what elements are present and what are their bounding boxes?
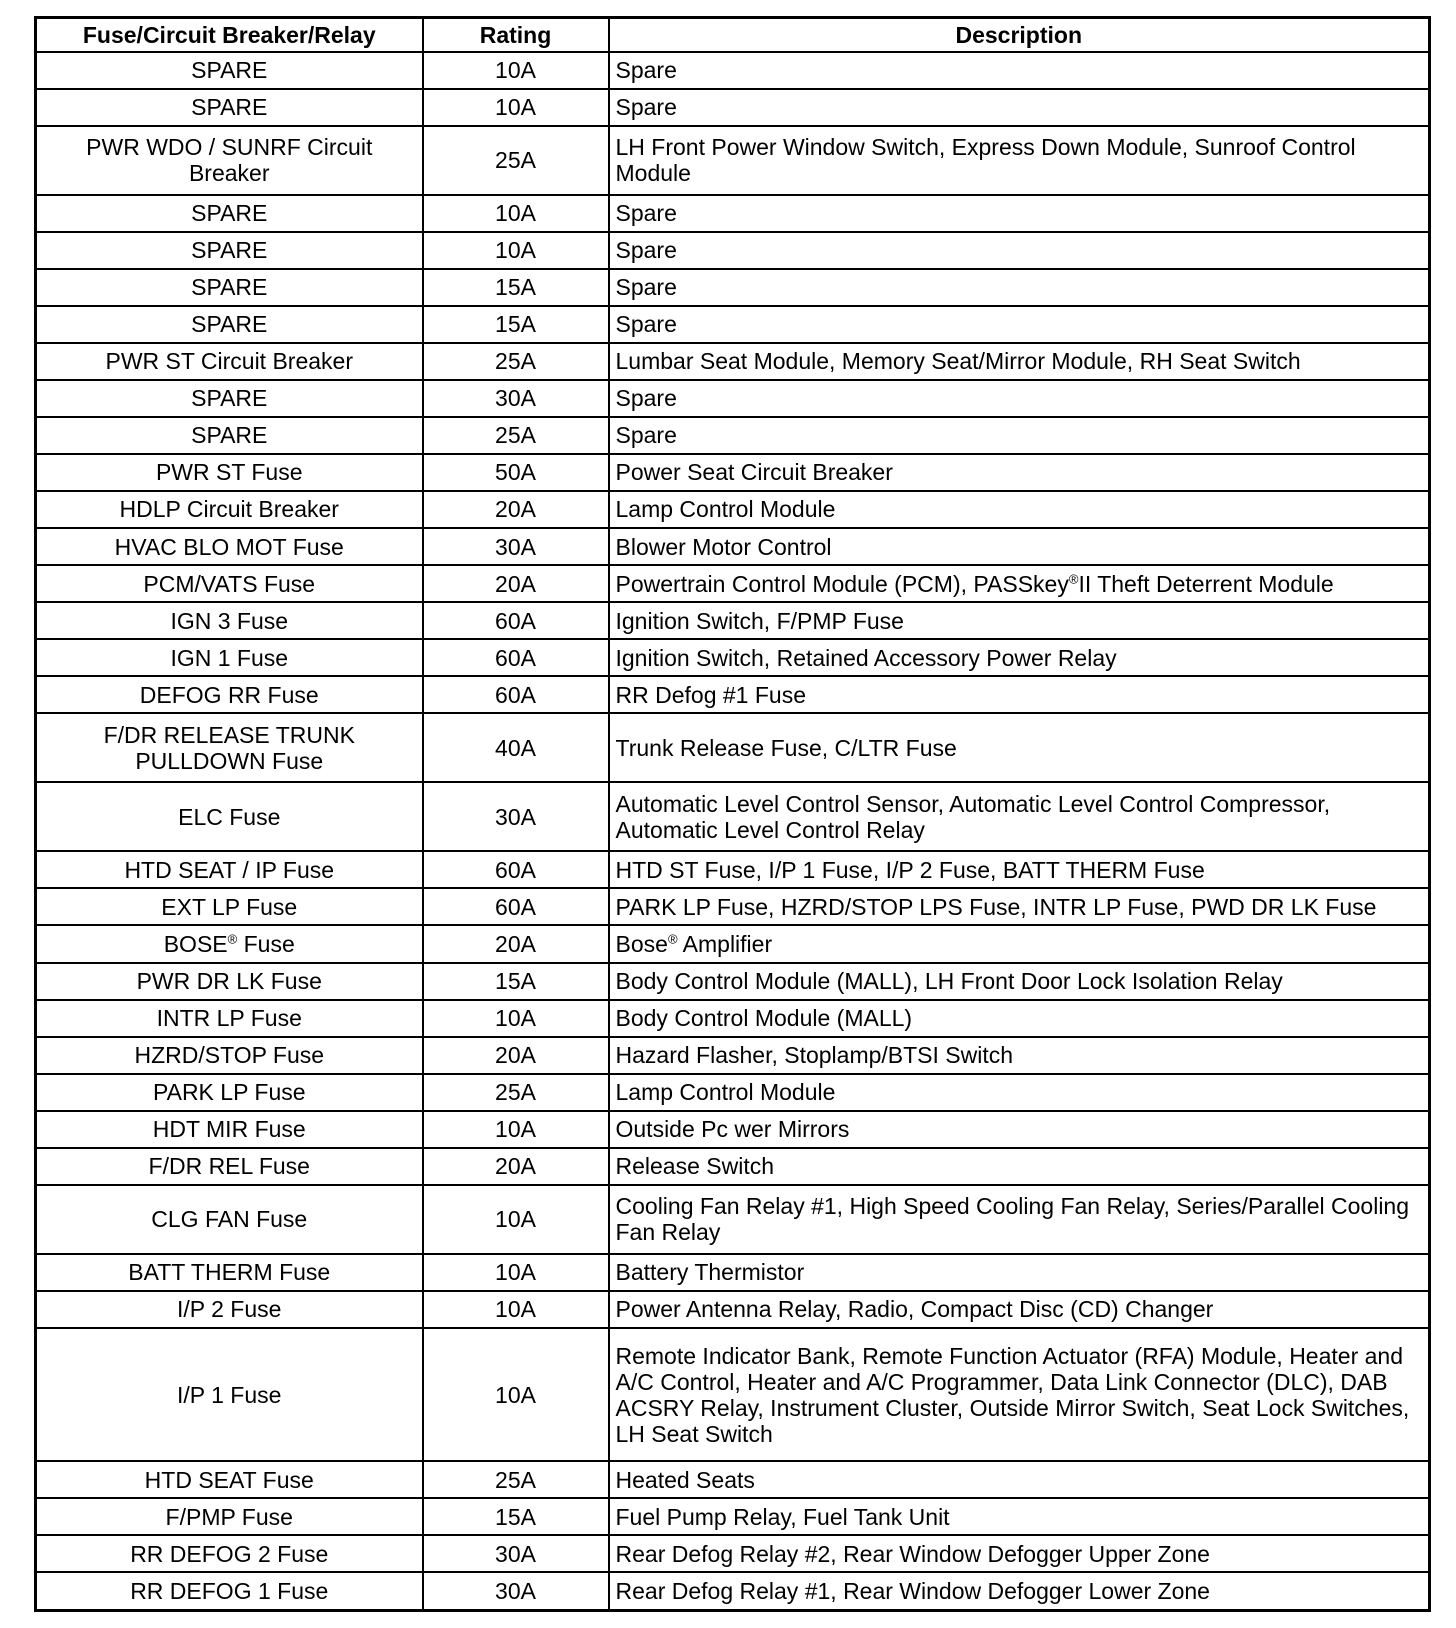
rating-cell: 60A <box>423 602 609 639</box>
rating-cell: 60A <box>423 888 609 925</box>
description-cell: Lumbar Seat Module, Memory Seat/Mirror Module, RH Seat Switch <box>609 343 1430 380</box>
description-cell: Rear Defog Relay #2, Rear Window Defogger Upper Zone <box>609 1535 1430 1572</box>
fuse-name-cell: SPARE <box>36 269 423 306</box>
description-cell: Spare <box>609 232 1430 269</box>
fuse-name-cell: HTD SEAT / IP Fuse <box>36 851 423 888</box>
rating-cell: 20A <box>423 491 609 528</box>
description-cell: Release Switch <box>609 1148 1430 1185</box>
rating-cell: 50A <box>423 454 609 491</box>
description-cell: Blower Motor Control <box>609 528 1430 565</box>
rating-cell: 20A <box>423 1037 609 1074</box>
fuse-name-cell: HDLP Circuit Breaker <box>36 491 423 528</box>
description-cell: Powertrain Control Module (PCM), PASSkey®II Theft Deterrent Module <box>609 565 1430 602</box>
header-row <box>36 18 1430 52</box>
table-row <box>36 1148 1430 1185</box>
table-row <box>36 454 1430 491</box>
table-row <box>36 1254 1430 1291</box>
description-cell: Spare <box>609 269 1430 306</box>
rating-cell: 25A <box>423 1074 609 1111</box>
table-body <box>36 52 1430 1611</box>
table-row <box>36 676 1430 713</box>
column-header-rating: Rating <box>423 18 609 52</box>
fuse-name-cell: SPARE <box>36 52 423 89</box>
rating-cell: 60A <box>423 676 609 713</box>
table-row <box>36 1185 1430 1254</box>
fuse-name-cell: PCM/VATS Fuse <box>36 565 423 602</box>
fuse-name-cell: RR DEFOG 2 Fuse <box>36 1535 423 1572</box>
table-row <box>36 851 1430 888</box>
rating-cell: 60A <box>423 851 609 888</box>
table-row <box>36 380 1430 417</box>
table-row <box>36 52 1430 89</box>
rating-cell: 25A <box>423 126 609 195</box>
table-row <box>36 1461 1430 1498</box>
rating-cell: 25A <box>423 417 609 454</box>
table-row <box>36 1572 1430 1610</box>
rating-cell: 10A <box>423 195 609 232</box>
description-cell: Battery Thermistor <box>609 1254 1430 1291</box>
fuse-table <box>34 16 1431 1612</box>
rating-cell: 10A <box>423 1185 609 1254</box>
description-cell: Lamp Control Module <box>609 1074 1430 1111</box>
table-row <box>36 1111 1430 1148</box>
description-cell: Rear Defog Relay #1, Rear Window Defogger Lower Zone <box>609 1572 1430 1610</box>
fuse-name-cell: HZRD/STOP Fuse <box>36 1037 423 1074</box>
rating-cell: 20A <box>423 925 609 962</box>
rating-cell: 25A <box>423 343 609 380</box>
rating-cell: 20A <box>423 565 609 602</box>
fuse-name-cell: RR DEFOG 1 Fuse <box>36 1572 423 1610</box>
fuse-name-cell: IGN 3 Fuse <box>36 602 423 639</box>
fuse-name-cell: I/P 2 Fuse <box>36 1291 423 1328</box>
description-cell: Fuel Pump Relay, Fuel Tank Unit <box>609 1498 1430 1535</box>
description-cell: HTD ST Fuse, I/P 1 Fuse, I/P 2 Fuse, BATT THERM Fuse <box>609 851 1430 888</box>
fuse-name-cell: HDT MIR Fuse <box>36 1111 423 1148</box>
table-row <box>36 491 1430 528</box>
column-header-fuse: Fuse/Circuit Breaker/Relay <box>36 18 423 52</box>
description-cell: Spare <box>609 417 1430 454</box>
description-cell: Trunk Release Fuse, C/LTR Fuse <box>609 713 1430 782</box>
fuse-name-cell: IGN 1 Fuse <box>36 639 423 676</box>
description-cell: Outside Pc wer Mirrors <box>609 1111 1430 1148</box>
table-row <box>36 528 1430 565</box>
fuse-name-cell: SPARE <box>36 89 423 126</box>
rating-cell: 10A <box>423 89 609 126</box>
table-row <box>36 963 1430 1000</box>
table-row <box>36 1328 1430 1461</box>
rating-cell: 10A <box>423 1000 609 1037</box>
description-cell: Hazard Flasher, Stoplamp/BTSI Switch <box>609 1037 1430 1074</box>
table-row <box>36 565 1430 602</box>
rating-cell: 15A <box>423 1498 609 1535</box>
description-cell: Automatic Level Control Sensor, Automatic Level Control Compressor, Automatic Level Control Relay <box>609 782 1430 851</box>
rating-cell: 40A <box>423 713 609 782</box>
rating-cell: 60A <box>423 639 609 676</box>
fuse-name-cell: BOSE® Fuse <box>36 925 423 962</box>
table-row <box>36 639 1430 676</box>
fuse-name-cell: F/DR RELEASE TRUNK PULLDOWN Fuse <box>36 713 423 782</box>
fuse-name-cell: BATT THERM Fuse <box>36 1254 423 1291</box>
description-cell: Body Control Module (MALL) <box>609 1000 1430 1037</box>
fuse-name-cell: F/PMP Fuse <box>36 1498 423 1535</box>
fuse-name-cell: SPARE <box>36 232 423 269</box>
description-cell: LH Front Power Window Switch, Express Down Module, Sunroof Control Module <box>609 126 1430 195</box>
rating-cell: 30A <box>423 1572 609 1610</box>
fuse-name-cell: SPARE <box>36 417 423 454</box>
description-cell: Cooling Fan Relay #1, High Speed Cooling Fan Relay, Series/Parallel Cooling Fan Relay <box>609 1185 1430 1254</box>
fuse-name-cell: CLG FAN Fuse <box>36 1185 423 1254</box>
table-row <box>36 343 1430 380</box>
fuse-name-cell: INTR LP Fuse <box>36 1000 423 1037</box>
table-row <box>36 925 1430 962</box>
fuse-name-cell: PWR ST Fuse <box>36 454 423 491</box>
description-cell: Spare <box>609 195 1430 232</box>
rating-cell: 10A <box>423 1254 609 1291</box>
table-row <box>36 1000 1430 1037</box>
rating-cell: 10A <box>423 1291 609 1328</box>
fuse-name-cell: DEFOG RR Fuse <box>36 676 423 713</box>
rating-cell: 25A <box>423 1461 609 1498</box>
table-row <box>36 1074 1430 1111</box>
description-cell: Spare <box>609 52 1430 89</box>
table-row <box>36 888 1430 925</box>
rating-cell: 15A <box>423 269 609 306</box>
fuse-name-cell: HTD SEAT Fuse <box>36 1461 423 1498</box>
description-cell: Body Control Module (MALL), LH Front Door Lock Isolation Relay <box>609 963 1430 1000</box>
table-row <box>36 89 1430 126</box>
rating-cell: 30A <box>423 528 609 565</box>
rating-cell: 15A <box>423 306 609 343</box>
rating-cell: 10A <box>423 232 609 269</box>
table-row <box>36 269 1430 306</box>
fuse-name-cell: F/DR REL Fuse <box>36 1148 423 1185</box>
table-row <box>36 713 1430 782</box>
table-row <box>36 232 1430 269</box>
table-row <box>36 782 1430 851</box>
fuse-name-cell: PARK LP Fuse <box>36 1074 423 1111</box>
fuse-name-cell: ELC Fuse <box>36 782 423 851</box>
description-cell: RR Defog #1 Fuse <box>609 676 1430 713</box>
description-cell: Ignition Switch, Retained Accessory Power Relay <box>609 639 1430 676</box>
description-cell: PARK LP Fuse, HZRD/STOP LPS Fuse, INTR LP Fuse, PWD DR LK Fuse <box>609 888 1430 925</box>
fuse-name-cell: HVAC BLO MOT Fuse <box>36 528 423 565</box>
table-row <box>36 306 1430 343</box>
description-cell: Spare <box>609 306 1430 343</box>
fuse-name-cell: EXT LP Fuse <box>36 888 423 925</box>
table-row <box>36 417 1430 454</box>
fuse-name-cell: SPARE <box>36 380 423 417</box>
column-header-description: Description <box>609 18 1430 52</box>
table-row <box>36 602 1430 639</box>
rating-cell: 30A <box>423 380 609 417</box>
rating-cell: 10A <box>423 1328 609 1461</box>
table-row <box>36 1498 1430 1535</box>
rating-cell: 15A <box>423 963 609 1000</box>
description-cell: Bose® Amplifier <box>609 925 1430 962</box>
fuse-name-cell: PWR DR LK Fuse <box>36 963 423 1000</box>
rating-cell: 20A <box>423 1148 609 1185</box>
fuse-name-cell: I/P 1 Fuse <box>36 1328 423 1461</box>
description-cell: Power Seat Circuit Breaker <box>609 454 1430 491</box>
table-row <box>36 195 1430 232</box>
table-row <box>36 1037 1430 1074</box>
fuse-name-cell: PWR ST Circuit Breaker <box>36 343 423 380</box>
rating-cell: 30A <box>423 782 609 851</box>
fuse-name-cell: PWR WDO / SUNRF Circuit Breaker <box>36 126 423 195</box>
rating-cell: 10A <box>423 52 609 89</box>
rating-cell: 30A <box>423 1535 609 1572</box>
description-cell: Ignition Switch, F/PMP Fuse <box>609 602 1430 639</box>
description-cell: Remote Indicator Bank, Remote Function Actuator (RFA) Module, Heater and A/C Control, Heater and A/C Programmer, Data Link Connector (DLC), DAB ACSRY Relay, Instrument Cluster, Outside Mirror Switch, Seat Lock Switches, LH Seat Switch <box>609 1328 1430 1461</box>
table-row <box>36 126 1430 195</box>
table-row <box>36 1535 1430 1572</box>
rating-cell: 10A <box>423 1111 609 1148</box>
description-cell: Lamp Control Module <box>609 491 1430 528</box>
table-row <box>36 1291 1430 1328</box>
description-cell: Power Antenna Relay, Radio, Compact Disc (CD) Changer <box>609 1291 1430 1328</box>
description-cell: Spare <box>609 380 1430 417</box>
fuse-name-cell: SPARE <box>36 195 423 232</box>
description-cell: Spare <box>609 89 1430 126</box>
fuse-name-cell: SPARE <box>36 306 423 343</box>
description-cell: Heated Seats <box>609 1461 1430 1498</box>
